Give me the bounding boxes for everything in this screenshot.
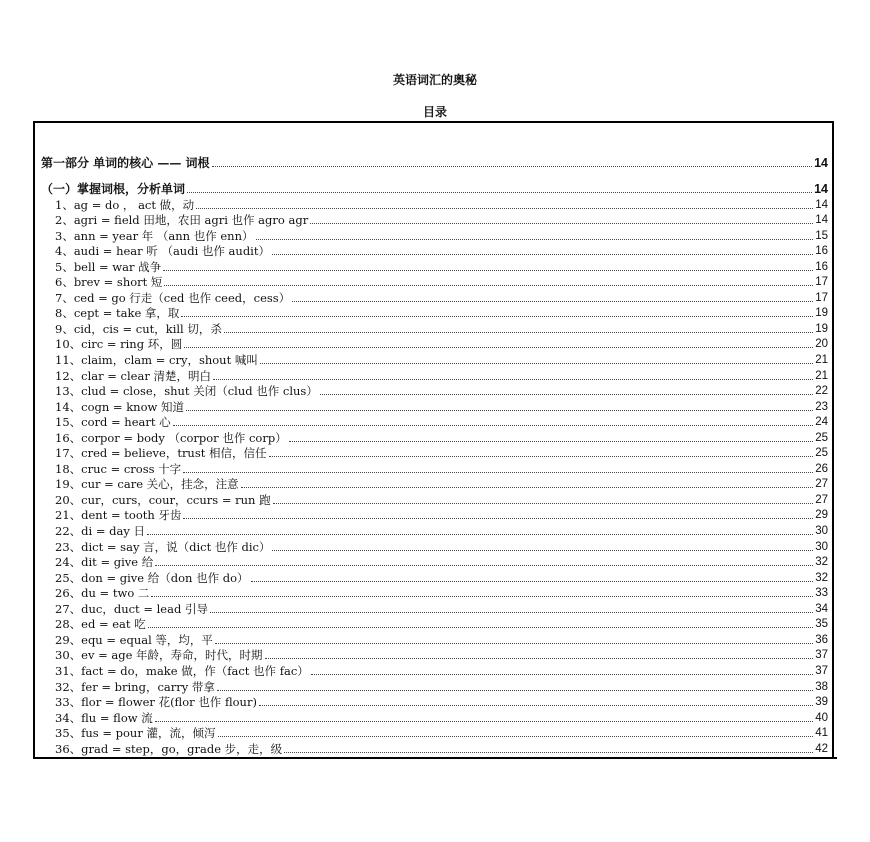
- toc-entry[interactable]: [41, 492, 828, 508]
- toc-entry-label: 32、fer = bring，carry 带拿: [55, 679, 215, 694]
- toc-section-label: （一）掌握词根，分析单词: [41, 182, 186, 196]
- toc-entry-page: 41: [815, 727, 828, 740]
- toc-entry-label: 34、flu = flow 流: [55, 710, 153, 725]
- dot-leader: [164, 285, 813, 286]
- toc-entry[interactable]: [41, 275, 828, 291]
- dot-leader: [148, 627, 814, 628]
- toc-entry[interactable]: [41, 430, 828, 446]
- toc-entry-label: 8、cept = take 拿，取: [55, 306, 180, 321]
- toc-entry[interactable]: [41, 461, 828, 477]
- toc-entry-page: 22: [815, 385, 828, 398]
- toc-entry[interactable]: [41, 617, 828, 633]
- toc-entry-page: 29: [815, 509, 828, 522]
- toc-entry[interactable]: [41, 570, 828, 586]
- dot-leader: [187, 192, 812, 193]
- dot-leader: [273, 503, 814, 504]
- toc-entry[interactable]: [41, 321, 828, 337]
- dot-leader: [173, 425, 814, 426]
- dot-leader: [184, 347, 813, 348]
- toc-entry-page: 37: [815, 649, 828, 662]
- toc-entry-page: 32: [815, 556, 828, 569]
- dot-leader: [210, 612, 813, 613]
- toc-entry[interactable]: [41, 337, 828, 353]
- dot-leader: [183, 518, 813, 519]
- dot-leader: [289, 441, 814, 442]
- toc-entry-label: 5、bell = war 战争: [55, 259, 162, 274]
- toc-entry-page: 27: [815, 478, 828, 491]
- dot-leader: [155, 565, 813, 566]
- dot-leader: [269, 456, 814, 457]
- toc-entry[interactable]: [41, 197, 828, 213]
- dot-leader: [181, 316, 813, 317]
- dot-leader: [212, 166, 813, 167]
- toc-part-page: 14: [814, 156, 828, 170]
- toc-entry-label: 18、cruc = cross 十字: [55, 461, 182, 476]
- toc-entry-label: 36、grad = step，go，grade 步，走，级: [55, 741, 283, 756]
- toc-entry-page: 33: [815, 587, 828, 600]
- toc-entry-label: 29、equ = equal 等，均，平: [55, 632, 213, 647]
- toc-entry[interactable]: [41, 446, 828, 462]
- toc-entry-page: 25: [815, 431, 828, 444]
- toc-entry-page: 24: [815, 416, 828, 429]
- dot-leader: [259, 705, 813, 706]
- dot-leader: [218, 736, 814, 737]
- toc-entry-page: 42: [815, 742, 828, 755]
- toc-entry-label: 26、du = two 二: [55, 586, 150, 601]
- toc-entry[interactable]: [41, 555, 828, 571]
- toc-entry-label: 6、brev = short 短: [55, 275, 163, 290]
- toc-entry[interactable]: [41, 710, 828, 726]
- toc-entry[interactable]: [41, 726, 828, 742]
- toc-entry-label: 15、cord = heart 心: [55, 415, 171, 430]
- dot-leader: [196, 208, 813, 209]
- toc-entry[interactable]: [41, 399, 828, 415]
- toc-entry[interactable]: [41, 648, 828, 664]
- toc-entry-label: 19、cur = care 关心，挂念，注意: [55, 477, 239, 492]
- toc-entry[interactable]: [41, 259, 828, 275]
- toc-entry-label: 10、circ = ring 环，圆: [55, 337, 183, 352]
- toc-entry-label: 11、claim，clam = cry，shout 喊叫: [55, 353, 258, 368]
- toc-entry[interactable]: [41, 523, 828, 539]
- toc-entry-label: 16、corpor = body （corpor 也作 corp）: [55, 430, 287, 445]
- toc-entry-page: 16: [815, 260, 828, 273]
- toc-entry-label: 13、clud = close，shut 关闭（clud 也作 clus）: [55, 384, 318, 399]
- toc-entry-label: 14、cogn = know 知道: [55, 399, 185, 414]
- toc-entry[interactable]: [41, 384, 828, 400]
- dot-leader: [256, 239, 814, 240]
- toc-entry-page: 19: [815, 322, 828, 335]
- dot-leader: [251, 581, 814, 582]
- toc-entry-page: 23: [815, 400, 828, 413]
- dot-leader: [265, 658, 814, 659]
- toc-part-label: 第一部分 单词的核心 —— 词根: [41, 156, 210, 170]
- toc-entry[interactable]: [41, 477, 828, 493]
- dot-leader: [217, 690, 813, 691]
- toc-entry-page: 15: [815, 229, 828, 242]
- toc-entry-page: 21: [815, 369, 828, 382]
- toc-entry[interactable]: [41, 695, 828, 711]
- toc-entry-label: 30、ev = age 年龄，寿命，时代，时期: [55, 648, 263, 663]
- dot-leader: [272, 550, 813, 551]
- dot-leader: [224, 332, 813, 333]
- toc-section-page: 14: [814, 182, 828, 196]
- toc-entry[interactable]: [41, 368, 828, 384]
- toc-entry-label: 17、cred = believe，trust 相信，信任: [55, 446, 267, 461]
- toc-entry[interactable]: [41, 601, 828, 617]
- toc-heading: 目录: [422, 105, 447, 119]
- toc-entry-label: 3、ann = year 年 （ann 也作 enn）: [55, 228, 254, 243]
- toc-entry[interactable]: [41, 508, 828, 524]
- toc-entry-page: 26: [815, 462, 828, 475]
- toc-entry-label: 1、ag = do ， act 做，动: [55, 197, 195, 212]
- toc-entry-label: 20、cur，curs，cour，ccurs = run 跑: [55, 492, 271, 507]
- toc-entry[interactable]: [41, 663, 828, 679]
- toc-entry-label: 27、duc，duct = lead 引导: [55, 601, 208, 616]
- toc-entry-page: 36: [815, 633, 828, 646]
- toc-entry-label: 12、clar = clear 清楚，明白: [55, 368, 211, 383]
- toc-entry[interactable]: [41, 415, 828, 431]
- toc-entry-page: 32: [815, 571, 828, 584]
- toc-entry-label: 25、don = give 给（don 也作 do）: [55, 570, 249, 585]
- toc-entry[interactable]: [41, 539, 828, 555]
- dot-leader: [260, 363, 813, 364]
- toc-entry-label: 7、ced = go 行走（ced 也作 ceed，cess）: [55, 290, 291, 305]
- toc-entry-label: 2、agri = field 田地，农田 agri 也作 agro agr: [55, 213, 309, 228]
- toc-entry-label: 21、dent = tooth 牙齿: [55, 508, 182, 523]
- toc-list: [41, 153, 828, 757]
- toc-bottom-rule: [33, 757, 837, 759]
- toc-entry-label: 4、audi = hear 听 （audi 也作 audit）: [55, 244, 270, 259]
- toc-entry-page: 35: [815, 618, 828, 631]
- toc-entry-page: 38: [815, 680, 828, 693]
- dot-leader: [215, 643, 813, 644]
- toc-entry[interactable]: [41, 586, 828, 602]
- toc-entry-page: 27: [815, 493, 828, 506]
- toc-entry[interactable]: [41, 244, 828, 260]
- dot-leader: [284, 752, 813, 753]
- toc-entry-page: 14: [815, 198, 828, 211]
- dot-leader: [155, 721, 813, 722]
- toc-entry-label: 23、dict = say 言，说（dict 也作 dic）: [55, 539, 271, 554]
- toc-entry[interactable]: [41, 213, 828, 229]
- toc-entry-page: 16: [815, 245, 828, 258]
- toc-entry[interactable]: [41, 290, 828, 306]
- toc-entry-page: 17: [815, 291, 828, 304]
- dot-leader: [186, 410, 813, 411]
- toc-entry-page: 14: [815, 214, 828, 227]
- toc-entry[interactable]: [41, 352, 828, 368]
- dot-leader: [311, 674, 813, 675]
- dot-leader: [272, 254, 813, 255]
- toc-entry-page: 40: [815, 711, 828, 724]
- toc-entry-page: 25: [815, 447, 828, 460]
- toc-entry-page: 39: [815, 696, 828, 709]
- toc-entry[interactable]: [41, 741, 828, 757]
- toc-entry[interactable]: [41, 306, 828, 322]
- toc-entry-page: 20: [815, 338, 828, 351]
- dot-leader: [183, 472, 813, 473]
- dot-leader: [163, 270, 813, 271]
- toc-entry-page: 34: [815, 602, 828, 615]
- dot-leader: [151, 596, 813, 597]
- toc-entry-label: 24、dit = give 给: [55, 555, 154, 570]
- toc-part-entry[interactable]: [41, 153, 828, 171]
- toc-entry-page: 19: [815, 307, 828, 320]
- toc-entry-label: 35、fus = pour 灌，流，倾泻: [55, 726, 216, 741]
- toc-entry-page: 30: [815, 540, 828, 553]
- dot-leader: [320, 394, 813, 395]
- dot-leader: [310, 223, 813, 224]
- toc-entry-label: 28、ed = eat 吃: [55, 617, 146, 632]
- dot-leader: [292, 301, 813, 302]
- toc-entry[interactable]: [41, 679, 828, 695]
- toc-entry-page: 30: [815, 525, 828, 538]
- toc-entry-page: 17: [815, 276, 828, 289]
- dot-leader: [241, 487, 814, 488]
- toc-entry-page: 21: [815, 354, 828, 367]
- toc-entry[interactable]: [41, 228, 828, 244]
- toc-entry-label: 33、flor = flower 花(flor 也作 flour): [55, 695, 257, 710]
- dot-leader: [147, 534, 813, 535]
- toc-entry-page: 37: [815, 664, 828, 677]
- toc-entry-label: 22、di = day 日: [55, 524, 145, 539]
- toc-entry-label: 31、fact = do，make 做，作（fact 也作 fac）: [55, 663, 309, 678]
- document-title: 英语词汇的奥秘: [392, 73, 477, 87]
- toc-section-entry[interactable]: [41, 181, 828, 197]
- dot-leader: [213, 379, 813, 380]
- toc-entry-label: 9、cid，cis = cut，kill 切，杀: [55, 321, 222, 336]
- toc-entry[interactable]: [41, 632, 828, 648]
